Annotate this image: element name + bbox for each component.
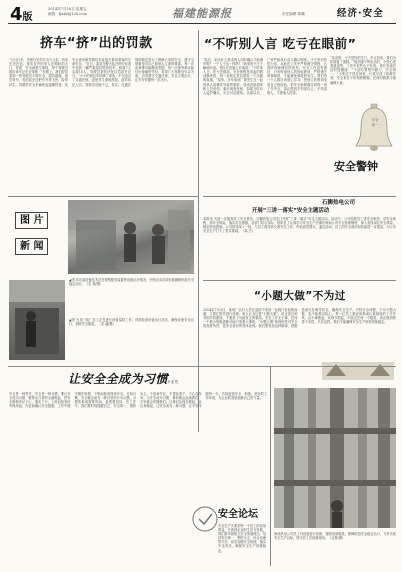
masthead-rule <box>8 23 396 24</box>
row-divider-3 <box>8 366 396 367</box>
forum-text: 安全生产关系到每一个员工的切身利益，关系到企业的生存与发展。我们要牢固树立安全发展理念，坚持安全第一、预防为主、综合治理的方针，切实加强安全管理，落实安全责任，确保安全生产形势稳定。 <box>218 524 266 553</box>
news-headline: 开展“三讲一落实”安全主题活动 <box>252 208 330 214</box>
photo-workers-top <box>68 200 194 274</box>
warning-sign: 安全第一 <box>371 118 379 127</box>
article-small-matter: 2014年7月3日，某电厂运行人员在巡检中发现一处阀门有轻微渗漏，立即汇报并进行处理。有人认为这是“小题大做”，但正是这种对细节的重视，才避免了可能发生的事故。安全工作无小事，任何一个微小的隐患都可能引发重大事故。“小题大做”体现的是对安全的高度负责，是安全意识的具体表现。我们要发扬这种精神，把隐患消灭在萌芽状态，确保安全生产。对待安全问题，宁可小题大做，也不能掉以轻心。每一位员工都应该养成认真细致的工作作风，从小事做起，从细节抓起，不放过任何一个隐患，真正做到防患于未然。只有这样，我们才能确保安全生产形势持续稳定。 <box>203 308 396 329</box>
column-divider-bottom <box>270 366 271 566</box>
picture-news-label-1: 图 片 <box>15 212 48 229</box>
picture-news-label-2: 新 闻 <box>15 238 48 255</box>
safety-bell-illustration <box>330 56 396 176</box>
news-company: 石狮热电公司 <box>322 200 356 206</box>
row-divider-1 <box>8 196 198 197</box>
photo-pipes <box>274 388 396 528</box>
teachers-column-banner <box>320 358 396 384</box>
section-name: 经济·安全 <box>337 8 384 19</box>
safety-forum-heading: 安全论坛 <box>218 509 258 520</box>
row-divider-2 <box>203 280 396 281</box>
headline-crowded-car-fine: 挤车“挤”出的罚款 <box>40 36 153 51</box>
masthead <box>0 0 402 28</box>
caption-photo-top: ▲图 邓宗福设备技术员在观察配电装置等设备运行情况，仔细记录各项参数确保机组安全稳定运行。（宝 林/摄） <box>69 278 194 287</box>
caption-photo-mid: ▲图 为龙门电厂员工正在进行设备巡检工作，详细检查设备运行状态，确保设备安全运行，消除安全隐患。（龙 湖/摄） <box>69 318 194 327</box>
issue-info: 2014年7月18日 星期五 邮箱：fjaxb@126.com <box>48 7 87 16</box>
headline-small-matter: “小题大做”不为过 <box>254 290 346 302</box>
poem-author: ·尹亚男 <box>166 380 178 384</box>
headline-listen-advice: “不听别人言 吃亏在眼前” <box>204 36 357 51</box>
caption-photo-bottom: 海西热电公司员工对设备进行检修，排除设备隐患，保障机组安全稳定运行，力争实现安全生产目标。图为员工在检修现场。（宝林/摄） <box>274 532 396 541</box>
page-number: 4版 <box>10 4 33 25</box>
paper-name: 福建能源报 <box>172 7 232 20</box>
article-safety-habit: 安全是一种责任，安全是一种习惯。要让安全成为习惯，就要从日常的点滴做起，把安全规程牢记于心，落实于行。上班前检查好劳保用品，作业前确认安全措施，工作中遵守操作规程，下班前检查现场安全。日积月累，安全就会成为一种自觉的行为习惯。习惯的养成需要时间，更需要坚持。在工作中，我们要时刻提醒自己，安全第一，预防为主。不违章作业，不冒险蛮干，不心存侥幸。当安全成为习惯，事故就会远离我们，平安就会伴随我们。让我们从现在做起，从自身做起，让安全成为一种习惯，让平安伴随每一天，共同创造安全、和谐、美好的工作环境，为企业的发展贡献自己的力量。 <box>9 392 267 409</box>
article-crowded-car-fine: “日日行车，见情日见你安全乃父亲，仍应先见在前，常年在外的家人在期盼的大门，你看，安全就是生命线，每个驾驶员都应该牢记安全驾驶。”在路上，我们经常看到一些驾驶员不顾安全，超员超载，酒后驾车，有的甚至还把车开得飞快，险象环生。驾驶员作为车辆的直接操控者，其安全意识和驾驶技术直接关系到乘客的生命安全。“近日，某县交警大队在例行检查中查获一辆严重超员的面包车，核载7人实载15人，驾驶员被依法处以罚款并记分。”小小的面包车挤满了乘客，不仅违反了交通法规，更是对生命的漠视。面对执法人员，驾驶员后悔不已。其实，交通法规的制定是为了保障大家的安全，遵守交规就是对自己和他人生命的尊重。每一次违章都可能酿成悲剧，每一次侥幸都可能付出惨痛的代价。希望广大驾驶员引以为戒，自觉遵守交通法规，安全文明出行，让平安伴随每一次出行。 <box>9 58 194 87</box>
bell-story-text: “亲爱的，今天是你的生日，早点回来，我们为你准备了蛋糕。”接到妻子的电话后，小张心里美滋滋的，工作中有些心不在焉。班长发现后及时提醒他：“干活时要集中精力，安全第一。”小张这才回过神来，认真完成了检修任务。安全来自于时刻的警惕，任何时候都不能麻痹大意。 <box>330 56 396 85</box>
column-banner-art <box>320 358 396 384</box>
safety-bell-heading: 安全警钟 <box>334 160 378 173</box>
article-listen-advice: “队长，咱为什么要求两人同时确认才能操作呢？一个人不也一样吗？”新来的小王不解地问道。老队长语重心长地说：“不听别人言，吃亏在眼前。安全规程是用血的教训换来的，每一条规定背后都有一个沉痛的故事。”原来，多年前该厂曾发生过一起因单人误操作导致的事故，造成设备损坏和人员受伤。事后调查发现，如果当时有人监护确认，完全可以避免。从那以后，厂里严格执行双人确认制度。小王听后恍然大悟，从此在工作中严格遵守规程，认真听取师傅们的意见。安全工作没有捷径，只有听取别人的经验教训，严格遵守规章制度，才能避免事故的发生。我们每一个人都应该虚心学习，把别人的教训变成自己的经验，把安全规程落实到每一项工作中去，真正做到不伤害自己、不伤害他人、不被他人伤害。 <box>203 58 327 95</box>
row-divider-1b <box>203 196 396 197</box>
safety-forum-mark <box>190 496 266 553</box>
picture-news-label <box>9 200 65 280</box>
editor-line: 责任编辑 林曦 <box>282 12 305 16</box>
forum-emblem-icon <box>190 504 220 534</box>
bell-icon <box>354 104 394 156</box>
headline-safety-habit: 让安全全成为习惯 <box>68 372 169 386</box>
news-article: 本报讯 为进一步提高员工安全意识，石狮热电公司近日开展“三讲一落实”安全主题活动。活动中，公司组织员工讲安全职责、讲安全规程、讲安全风险，落实安全措施。各部门结合实际，组织员工认真学习安全生产法律法规和公司安全管理制度，深入查找岗位安全风险，制定防范措施。公司领导深入一线，与员工面对面交流安全工作，听取意见建议。通过活动，员工的安全意识和技能进一步提高，为公司安全生产打下了坚实基础。（林 杰） <box>203 217 396 234</box>
photo-inspection-small <box>9 280 65 360</box>
